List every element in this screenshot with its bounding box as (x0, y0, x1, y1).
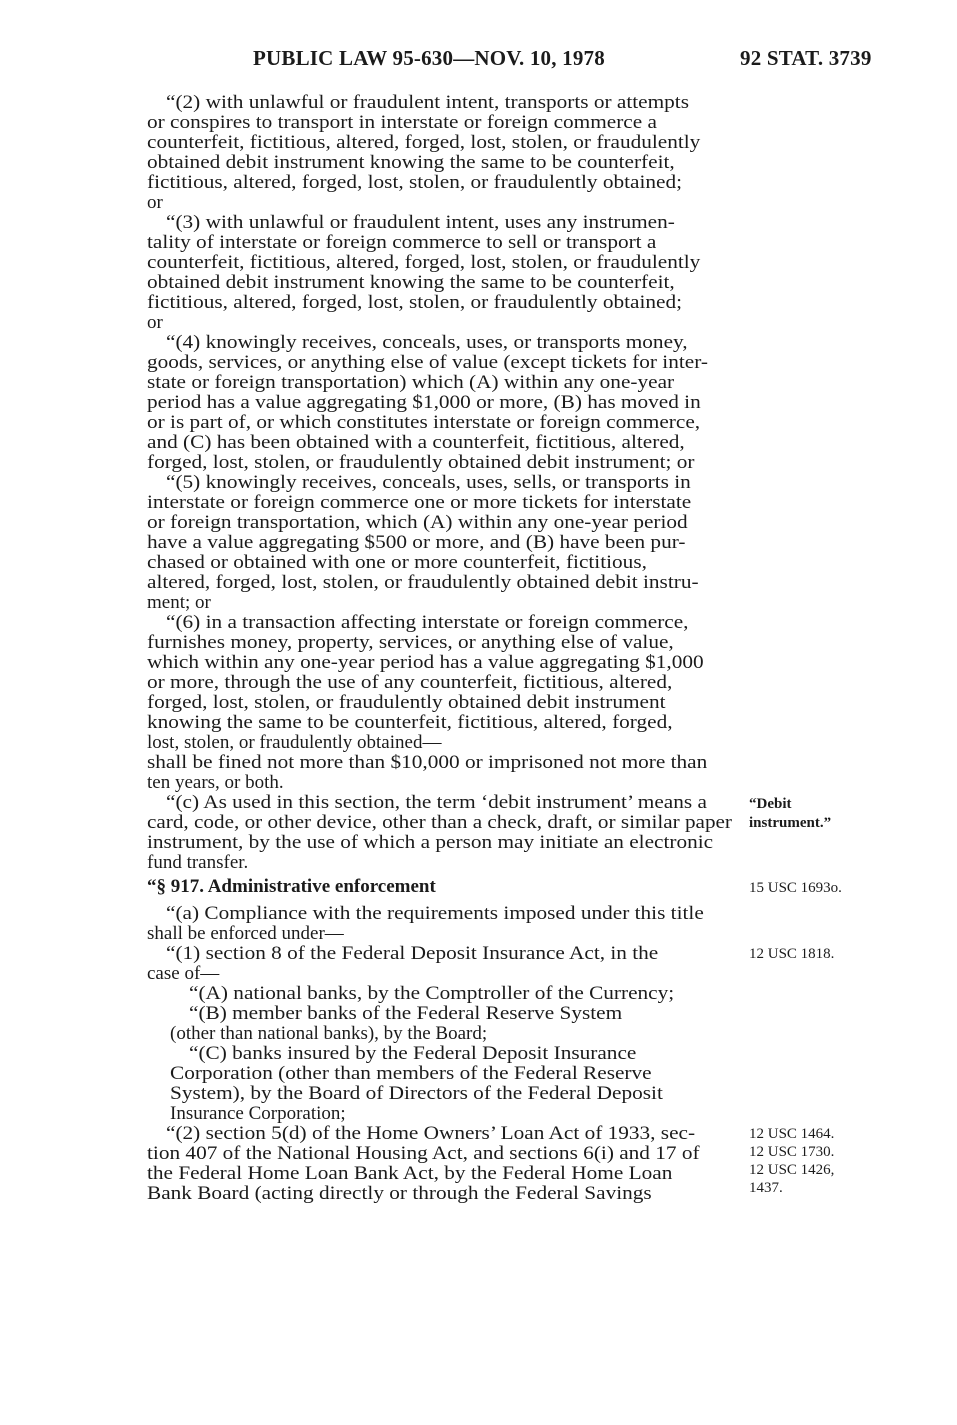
text-line: which within any one-year period has a value aggregating $1,000 (147, 652, 704, 673)
text-line: “(4) knowingly receives, conceals, uses, or transports money, (166, 332, 688, 353)
text-line: or conspires to transport in interstate or foreign commerce a (147, 112, 657, 133)
text-line: “(2) section 5(d) of the Home Owners’ Loan Act of 1933, sec- (166, 1123, 696, 1144)
text-line: or more, through the use of any counterfeit, fictitious, altered, (147, 672, 673, 693)
text-line: period has a value aggregating $1,000 or more, (B) has moved in (147, 392, 701, 413)
text-line: “(C) banks insured by the Federal Deposit Insurance (189, 1043, 637, 1064)
text-line: “(3) with unlawful or fraudulent intent, uses any instrumen- (166, 212, 675, 233)
text-line: fund transfer. (147, 852, 249, 873)
text-line: or foreign transportation, which (A) within any one-year period (147, 512, 688, 533)
text-line: tality of interstate or foreign commerce to sell or transport a (147, 232, 657, 253)
text-line: or is part of, or which constitutes interstate or foreign commerce, (147, 412, 701, 433)
text-line: ment; or (147, 592, 211, 613)
text-line: knowing the same to be counterfeit, fictitious, altered, forged, (147, 712, 673, 733)
text-line: shall be enforced under— (147, 923, 344, 944)
text-line: altered, forged, lost, stolen, or fraudulently obtained debit instru- (147, 572, 699, 593)
text-line: tion 407 of the National Housing Act, and sections 6(i) and 17 of (147, 1143, 700, 1164)
text-line: furnishes money, property, services, or anything else of value, (147, 632, 674, 653)
margin-note-definition: “Debit (749, 796, 792, 812)
text-line: or (147, 192, 163, 213)
text-line: “(2) with unlawful or fraudulent intent, transports or attempts (166, 92, 690, 113)
text-line: interstate or foreign commerce one or more tickets for interstate (147, 492, 692, 513)
margin-note-citation: 15 USC 1693o. (749, 880, 842, 896)
text-line: ten years, or both. (147, 772, 284, 793)
margin-note-citation: 12 USC 1464. (749, 1126, 835, 1142)
text-line: goods, services, or anything else of value (except tickets for inter- (147, 352, 708, 373)
text-line: (other than national banks), by the Board; (170, 1023, 488, 1044)
text-line: chased or obtained with one or more counterfeit, fictitious, (147, 552, 647, 573)
text-line: counterfeit, fictitious, altered, forged, lost, stolen, or fraudulently (147, 252, 701, 273)
text-line: obtained debit instrument knowing the same to be counterfeit, (147, 152, 675, 173)
section-heading: “§ 917. Administrative enforcement (147, 876, 436, 897)
margin-note-citation: 12 USC 1426, (749, 1162, 835, 1178)
text-line: state or foreign transportation) which (A) within any one-year (147, 372, 675, 393)
text-line: “(A) national banks, by the Comptroller of the Currency; (189, 983, 675, 1004)
text-line: or (147, 312, 163, 333)
text-line: “(B) member banks of the Federal Reserve System (189, 1003, 623, 1024)
text-line: card, code, or other device, other than a check, draft, or similar paper (147, 812, 732, 833)
text-line: “(c) As used in this section, the term ‘debit instrument’ means a (166, 792, 707, 813)
margin-note-citation: 1437. (749, 1180, 783, 1196)
text-line: obtained debit instrument knowing the same to be counterfeit, (147, 272, 675, 293)
text-line: lost, stolen, or fraudulently obtained— (147, 732, 442, 753)
running-head: PUBLIC LAW 95-630—NOV. 10, 1978 (253, 46, 605, 70)
text-line: “(1) section 8 of the Federal Deposit Insurance Act, in the (166, 943, 659, 964)
text-line: “(6) in a transaction affecting interstate or foreign commerce, (166, 612, 689, 633)
text-line: instrument, by the use of which a person may initiate an electronic (147, 832, 714, 853)
text-line: forged, lost, stolen, or fraudulently obtained debit instrument (147, 692, 666, 713)
margin-note-citation: 12 USC 1730. (749, 1144, 835, 1160)
text-line: have a value aggregating $500 or more, and (B) have been pur- (147, 532, 686, 553)
text-line: Bank Board (acting directly or through the Federal Savings (147, 1183, 652, 1204)
text-line: shall be fined not more than $10,000 or imprisoned not more than (147, 752, 708, 773)
margin-note-definition: instrument.” (749, 815, 832, 831)
margin-note-citation: 12 USC 1818. (749, 946, 835, 962)
text-line: and (C) has been obtained with a counterfeit, fictitious, altered, (147, 432, 685, 453)
text-line: counterfeit, fictitious, altered, forged, lost, stolen, or fraudulently (147, 132, 701, 153)
text-line: fictitious, altered, forged, lost, stolen, or fraudulently obtained; (147, 292, 683, 313)
text-line: “(a) Compliance with the requirements imposed under this title (166, 903, 704, 924)
text-line: “(5) knowingly receives, conceals, uses, sells, or transports in (166, 472, 691, 493)
text-line: forged, lost, stolen, or fraudulently obtained debit instrument; or (147, 452, 695, 473)
statute-page-number: 92 STAT. 3739 (740, 46, 872, 70)
text-line: case of— (147, 963, 220, 984)
text-line: fictitious, altered, forged, lost, stolen, or fraudulently obtained; (147, 172, 683, 193)
text-line: Corporation (other than members of the Federal Reserve (170, 1063, 652, 1084)
text-line: the Federal Home Loan Bank Act, by the Federal Home Loan (147, 1163, 673, 1184)
text-line: Insurance Corporation; (170, 1103, 346, 1124)
text-line: System), by the Board of Directors of the Federal Deposit (170, 1083, 663, 1104)
